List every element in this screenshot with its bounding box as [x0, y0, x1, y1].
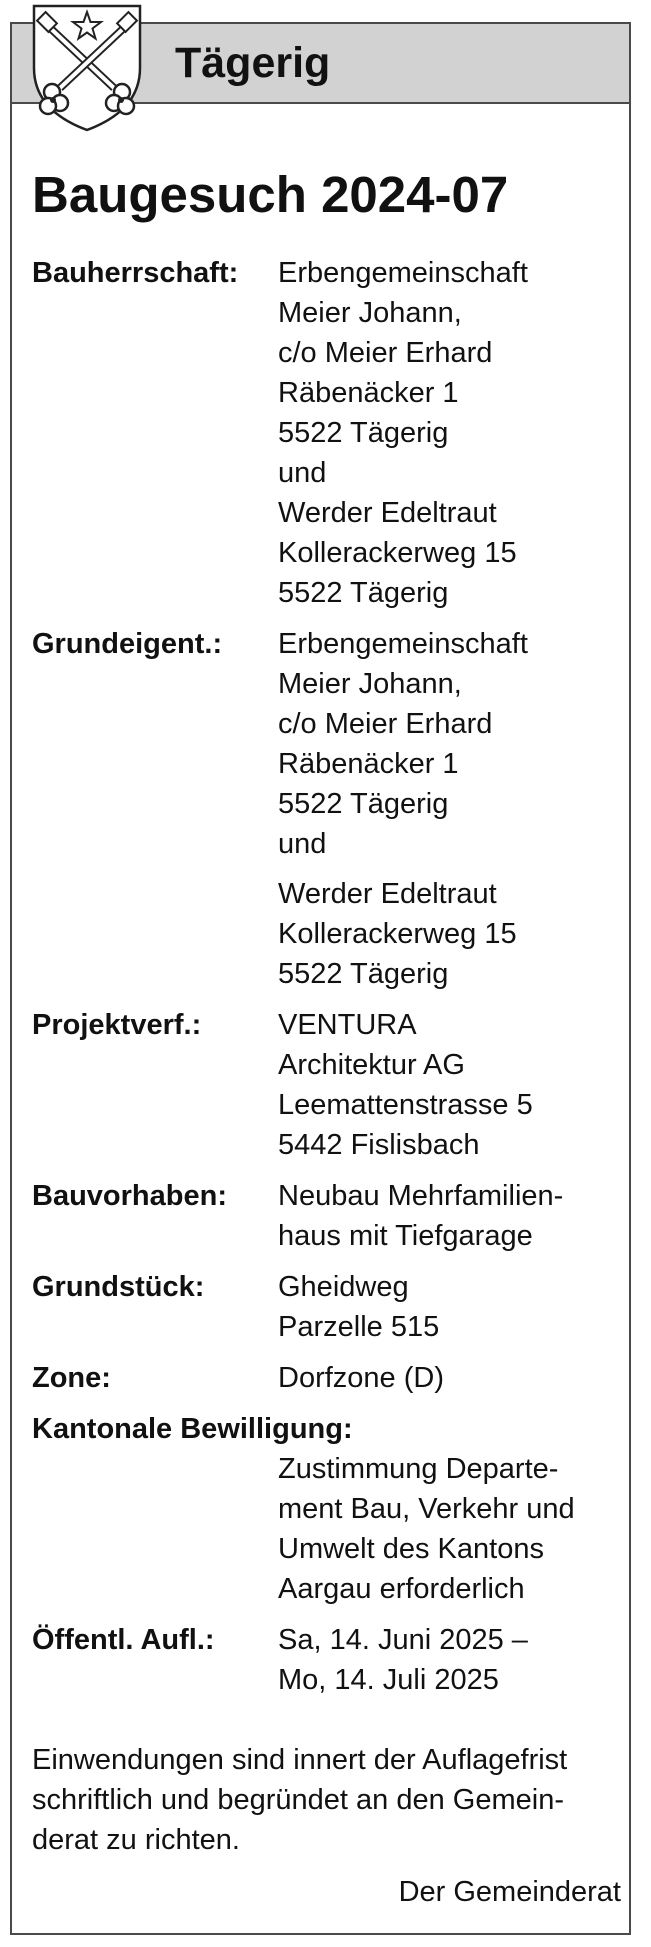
entry-label: Grundstück: — [32, 1271, 205, 1303]
entry-label: Grundeigent.: — [32, 628, 223, 660]
entry-line: Mo, 14. Juli 2025 — [278, 1664, 499, 1696]
entry-value — [278, 1620, 622, 1700]
entry-line: 5442 Fislisbach — [278, 1129, 480, 1161]
entry-value — [278, 624, 622, 994]
entry-line: Räbenäcker 1 — [278, 377, 459, 409]
entry-line: Parzelle 515 — [278, 1311, 440, 1343]
notice-line: derat zu richten. — [32, 1824, 240, 1856]
entry-line: c/o Meier Erhard — [278, 337, 493, 369]
entry-line: Meier Johann, — [278, 297, 462, 329]
entry-value — [278, 1005, 622, 1165]
entry-line: Architektur AG — [278, 1049, 465, 1081]
entry-line: Kollerackerweg 15 — [278, 537, 517, 569]
objection-notice — [32, 1740, 632, 1860]
entry-grundeigentuemer — [32, 624, 622, 994]
entry-line: Erbengemeinschaft — [278, 628, 528, 660]
entry-label: Bauvorhaben: — [32, 1180, 227, 1212]
entry-value — [278, 1449, 622, 1609]
entry-line: Räbenäcker 1 — [278, 748, 459, 780]
entry-line: und — [278, 457, 327, 489]
entry-line: Meier Johann, — [278, 668, 462, 700]
entry-line: haus mit Tiefgarage — [278, 1220, 533, 1252]
entry-line: Kollerackerweg 15 — [278, 918, 517, 950]
entry-line: Sa, 14. Juni 2025 – — [278, 1624, 528, 1656]
entry-bauvorhaben — [32, 1176, 622, 1256]
entry-zone — [32, 1358, 622, 1398]
entry-line: c/o Meier Erhard — [278, 708, 493, 740]
entry-value — [278, 1176, 622, 1256]
entry-line: und — [278, 828, 327, 860]
entry-kantonale-bewilligung — [32, 1409, 622, 1609]
entries-list — [32, 253, 622, 1711]
coat-of-arms-icon — [28, 2, 146, 132]
entry-oeffentliche-auflage — [32, 1620, 622, 1700]
entry-projektverfasser — [32, 1005, 622, 1165]
entry-label: Projektverf.: — [32, 1009, 202, 1041]
entry-line: Erbengemeinschaft — [278, 257, 528, 289]
entry-line: Gheidweg — [278, 1271, 409, 1303]
entry-line: Umwelt des Kantons — [278, 1533, 544, 1565]
municipality-name: Tägerig — [175, 39, 331, 87]
entry-grundstueck — [32, 1267, 622, 1347]
entry-line: 5522 Tägerig — [278, 958, 449, 990]
entry-line: Werder Edeltraut — [278, 497, 497, 529]
entry-line: Werder Edeltraut — [278, 878, 497, 910]
entry-line: Zustimmung Departe- — [278, 1453, 559, 1485]
notice-line: schriftlich und begründet an den Gemein- — [32, 1784, 564, 1816]
entry-value — [278, 1358, 622, 1398]
entry-line: Neubau Mehrfamilien- — [278, 1180, 564, 1212]
notice-line: Einwendungen sind innert der Auflagefrist — [32, 1744, 568, 1776]
entry-bauherrschaft — [32, 253, 622, 613]
entry-label: Zone: — [32, 1362, 111, 1394]
entry-value — [278, 1267, 622, 1347]
page-title: Baugesuch 2024-07 — [32, 166, 509, 223]
entry-value — [278, 253, 622, 613]
entry-label: Öffentl. Aufl.: — [32, 1624, 215, 1656]
entry-line: VENTURA — [278, 1009, 417, 1041]
entry-line: ment Bau, Verkehr und — [278, 1493, 575, 1525]
entry-line: Dorfzone (D) — [278, 1362, 444, 1394]
signature: Der Gemeinderat — [398, 1876, 621, 1908]
entry-line: Aargau erforderlich — [278, 1573, 525, 1605]
entry-line: 5522 Tägerig — [278, 788, 449, 820]
entry-label: Kantonale Bewilligung: — [32, 1413, 353, 1445]
entry-line: 5522 Tägerig — [278, 417, 449, 449]
entry-line: 5522 Tägerig — [278, 577, 449, 609]
entry-line: Leemattenstrasse 5 — [278, 1089, 533, 1121]
entry-label: Bauherrschaft: — [32, 257, 239, 289]
